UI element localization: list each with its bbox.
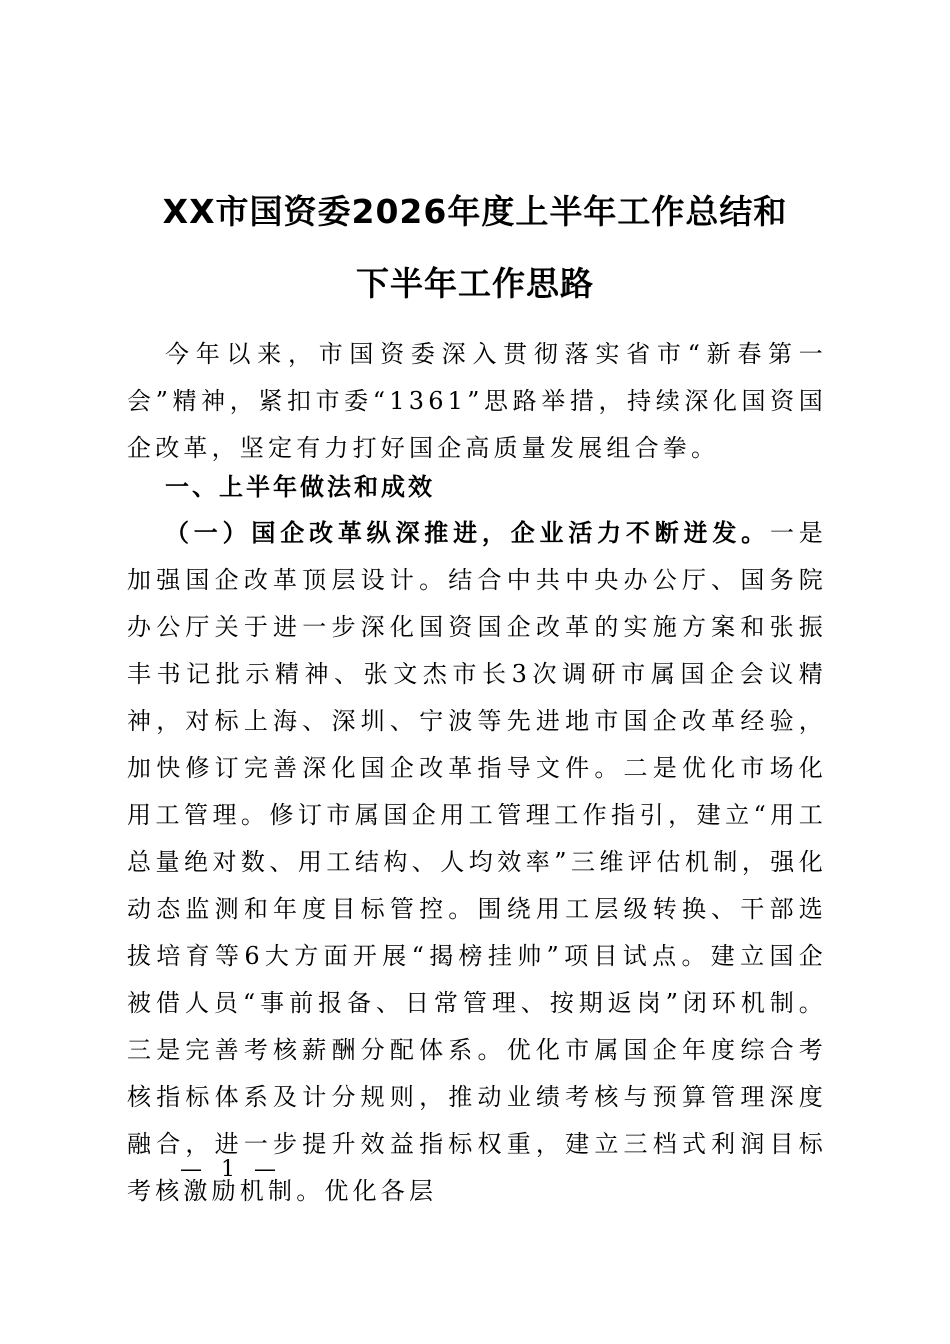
section-1-paragraph-1 [127,510,827,1215]
intro-paragraph: 今年以来，市国资委深入贯彻落实省市“新春第一会”精神，紧扣市委“1361”思路举措，持续深化国资国企改革，坚定有力打好国企高质量发展组合拳。 [127,340,827,462]
subsection-heading-1: （一）国企改革纵深推进，企业活力不断迸发。 [165,519,770,547]
section-heading-1: 一、上半年做法和成效 [165,473,435,501]
document-title-line-2: 下半年工作思路 [356,264,594,303]
page-number: — 1 — [180,1157,282,1182]
subsection-body-1: 一是加强国企改革顶层设计。结合中共中央办公厅、国务院办公厅关于进一步深化国资国企改革的实施方案和张振丰书记批示精神、张文杰市长3次调研市属国企会议精神，对标上海、深圳、宁波等先进地市国企改革经验，加快修订完善深化国企改革指导文件。二是优化市场化用工管理。修订市属国企用工管理工作指引，建立“用工总量绝对数、用工结构、人均效率”三维评估机制，强化动态监测和年度目标管控。围绕用工层级转换、干部选拔培育等6大方面开展“揭榜挂帅”项目试点。建立国企被借人员“事前报备、日常管理、按期返岗”闭环机制。三是完善考核薪酬分配体系。优化市属国企年度综合考核指标体系及计分规则，推动业绩考核与预算管理深度融合，进一步提升效益指标权重，建立三档式利润目标考核激励机制。优化各层 [127,519,827,1205]
document-title-line-1: XX市国资委2026年度上半年工作总结和 [162,192,788,231]
